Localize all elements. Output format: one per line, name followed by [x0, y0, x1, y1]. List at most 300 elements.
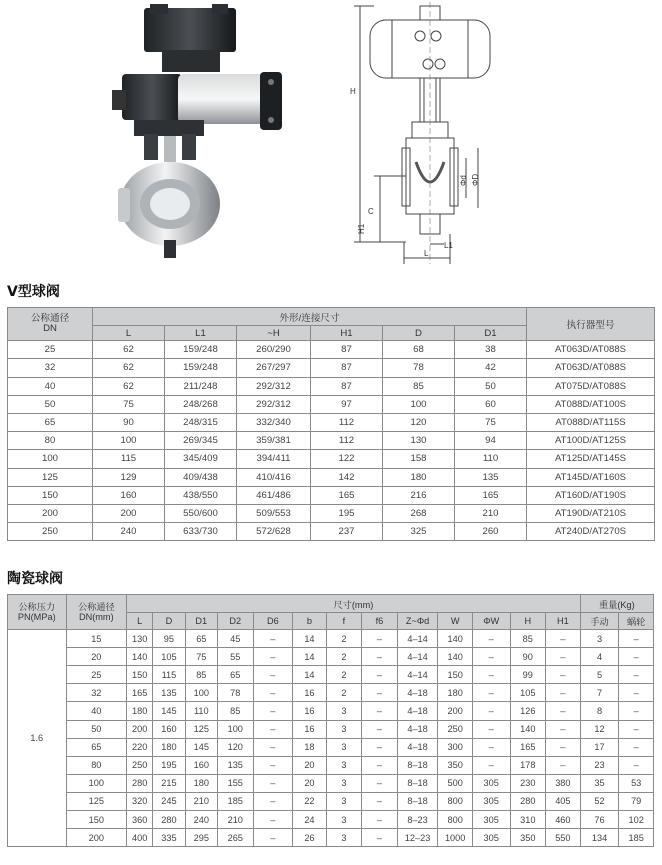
- table-cell: 8–18: [397, 756, 438, 774]
- table-cell: 130: [383, 432, 455, 450]
- table-cell: 195: [311, 504, 383, 522]
- table-row: [8, 523, 655, 541]
- table-cell: 102: [619, 811, 654, 829]
- table-cell: 85: [218, 702, 254, 720]
- table-cell: 100: [383, 395, 455, 413]
- table-cell: 165: [311, 486, 383, 504]
- table-cell: 140: [438, 630, 472, 648]
- table-row: [8, 432, 655, 450]
- table-cell: 320: [127, 792, 153, 810]
- table-cell: –: [472, 702, 510, 720]
- table-cell: –: [362, 738, 398, 756]
- table-cell: 292/312: [237, 377, 311, 395]
- table-cell: –: [362, 792, 398, 810]
- section-title-v-ball-valve: V型球阀: [7, 284, 60, 300]
- table-row: [8, 504, 655, 522]
- table-cell: 4–14: [397, 648, 438, 666]
- header-pn: 公称压力 PN(MPa): [8, 595, 67, 630]
- table-cell: 185: [218, 792, 254, 810]
- table-cell: 135: [218, 756, 254, 774]
- table-cell: 216: [383, 486, 455, 504]
- table-cell: 250: [127, 756, 153, 774]
- table-cell: 135: [153, 684, 185, 702]
- table-cell: –: [472, 720, 510, 738]
- table-cell: 178: [510, 756, 546, 774]
- table-row: [8, 468, 655, 486]
- column-header: L1: [165, 326, 237, 341]
- table-cell: 3: [326, 829, 362, 847]
- table-cell: 8–23: [397, 811, 438, 829]
- table-cell: 3: [326, 756, 362, 774]
- table-cell: 250: [438, 720, 472, 738]
- table-cell: 100: [218, 720, 254, 738]
- table-cell: 90: [510, 648, 546, 666]
- table-cell: 260: [455, 523, 527, 541]
- table-cell: 12: [580, 720, 619, 738]
- table-cell: 409/438: [165, 468, 237, 486]
- table-cell: –: [619, 702, 654, 720]
- table-cell: 2: [326, 648, 362, 666]
- table-cell: 100: [185, 684, 217, 702]
- header-dimensions-mm: 尺寸(mm): [127, 595, 581, 613]
- table-cell: 4: [580, 648, 619, 666]
- table-row: [8, 395, 655, 413]
- column-header: W: [438, 613, 472, 630]
- table-cell: 200: [8, 504, 93, 522]
- table-cell: 140: [438, 648, 472, 666]
- table-cell: –: [362, 630, 398, 648]
- table-cell: AT100D/AT125S: [527, 432, 655, 450]
- table-cell: 572/628: [237, 523, 311, 541]
- table-cell: 85: [510, 630, 546, 648]
- table-cell: 305: [472, 774, 510, 792]
- table-cell: 75: [93, 395, 165, 413]
- table-cell: 4–14: [397, 630, 438, 648]
- table-cell: 250: [8, 523, 93, 541]
- table-cell: 265: [218, 829, 254, 847]
- table-cell: 150: [8, 486, 93, 504]
- table-cell: 62: [93, 359, 165, 377]
- table-cell: AT145D/AT160S: [527, 468, 655, 486]
- column-header: H1: [546, 613, 581, 630]
- table-cell: 240: [185, 811, 217, 829]
- table-row: [8, 829, 654, 847]
- table-cell: 80: [66, 756, 127, 774]
- table-cell: 150: [66, 811, 127, 829]
- table-cell: 210: [455, 504, 527, 522]
- table-cell: 300: [438, 738, 472, 756]
- table-cell: –: [362, 702, 398, 720]
- column-header: 蜗轮: [619, 613, 654, 630]
- table-cell: –: [619, 738, 654, 756]
- table-cell: 350: [438, 756, 472, 774]
- table-cell: 16: [293, 702, 326, 720]
- column-header: H1: [311, 326, 383, 341]
- table-cell: 550/600: [165, 504, 237, 522]
- table-cell: 248/268: [165, 395, 237, 413]
- table-row: [8, 666, 654, 684]
- table-cell: 292/312: [237, 395, 311, 413]
- table-cell: 245: [153, 792, 185, 810]
- column-header: L: [93, 326, 165, 341]
- table-cell: 120: [218, 738, 254, 756]
- table-cell: –: [253, 774, 293, 792]
- table-cell: –: [362, 720, 398, 738]
- table-cell: AT075D/AT088S: [527, 377, 655, 395]
- table-cell: –: [546, 648, 581, 666]
- table-cell: –: [546, 720, 581, 738]
- section-title-ceramic-ball-valve: 陶瓷球阀: [7, 571, 63, 587]
- table-cell: 200: [127, 720, 153, 738]
- table-cell: 350: [510, 829, 546, 847]
- table-cell: –: [546, 738, 581, 756]
- table-cell: –: [253, 630, 293, 648]
- table-cell: 68: [383, 341, 455, 359]
- table-cell: 105: [510, 684, 546, 702]
- table-cell: 17: [580, 738, 619, 756]
- table-cell: 185: [619, 829, 654, 847]
- table-cell: 129: [93, 468, 165, 486]
- table-cell: 45: [218, 630, 254, 648]
- table-cell: 180: [185, 774, 217, 792]
- header-dimensions: 外形/连接尺寸: [93, 308, 527, 326]
- table-cell: 305: [472, 792, 510, 810]
- table-cell: 79: [619, 792, 654, 810]
- table-cell: 125: [185, 720, 217, 738]
- column-header: Z~Φd: [397, 613, 438, 630]
- table-cell: 142: [311, 468, 383, 486]
- table-cell: 180: [127, 702, 153, 720]
- table-cell: 295: [185, 829, 217, 847]
- header-weight: 重量(Kg): [580, 595, 653, 613]
- column-header: H: [510, 613, 546, 630]
- table-cell: 1000: [438, 829, 472, 847]
- table-cell: 3: [326, 792, 362, 810]
- table-cell: 135: [455, 468, 527, 486]
- table-cell: 461/486: [237, 486, 311, 504]
- table-cell: 211/248: [165, 377, 237, 395]
- table-cell: 160: [153, 720, 185, 738]
- table-cell: –: [253, 684, 293, 702]
- table-cell: 237: [311, 523, 383, 541]
- table-cell: 55: [218, 648, 254, 666]
- table-cell: 20: [293, 774, 326, 792]
- table-row: [8, 684, 654, 702]
- table-cell: 260/290: [237, 341, 311, 359]
- table-cell: 23: [580, 756, 619, 774]
- table-cell: 8: [580, 702, 619, 720]
- table-cell: 159/248: [165, 359, 237, 377]
- v-ball-valve-table: [7, 307, 655, 541]
- table-cell: 16: [293, 720, 326, 738]
- table-cell: –: [253, 792, 293, 810]
- table-cell: 95: [153, 630, 185, 648]
- table-cell: 200: [66, 829, 127, 847]
- table-cell: 35: [580, 774, 619, 792]
- dim-label-h: H: [350, 87, 356, 96]
- table-cell: 25: [66, 666, 127, 684]
- table-cell: 85: [383, 377, 455, 395]
- column-header: f: [326, 613, 362, 630]
- table-cell: 325: [383, 523, 455, 541]
- table-row: [8, 413, 655, 431]
- table-row: [8, 359, 655, 377]
- table-cell: 65: [185, 630, 217, 648]
- table-cell: AT088D/AT115S: [527, 413, 655, 431]
- table-cell: 65: [66, 738, 127, 756]
- valve-product-photo: [100, 2, 318, 264]
- table-cell: 165: [510, 738, 546, 756]
- table-cell: –: [546, 702, 581, 720]
- table-row: [8, 774, 654, 792]
- table-cell: 38: [455, 341, 527, 359]
- table-cell: –: [253, 666, 293, 684]
- table-cell: 65: [218, 666, 254, 684]
- table-cell: 110: [185, 702, 217, 720]
- table-cell: –: [253, 738, 293, 756]
- table-cell: 359/381: [237, 432, 311, 450]
- column-header: ΦW: [472, 613, 510, 630]
- table-cell: 2: [326, 666, 362, 684]
- table-cell: 52: [580, 792, 619, 810]
- table-cell: –: [472, 684, 510, 702]
- table-cell: –: [362, 756, 398, 774]
- table-cell: 410/416: [237, 468, 311, 486]
- header-dn-mm: 公称通径 DN(mm): [66, 595, 127, 630]
- table-cell: 14: [293, 648, 326, 666]
- table-cell: 4–18: [397, 720, 438, 738]
- table-cell: 18: [293, 738, 326, 756]
- table-cell: 87: [311, 341, 383, 359]
- table-cell: 345/409: [165, 450, 237, 468]
- table-cell: 76: [580, 811, 619, 829]
- table-cell: 75: [185, 648, 217, 666]
- table-cell: 145: [185, 738, 217, 756]
- table-cell: 150: [438, 666, 472, 684]
- table-cell: 2: [326, 684, 362, 702]
- table-cell: AT190D/AT210S: [527, 504, 655, 522]
- table-row: [8, 811, 654, 829]
- table-cell: 14: [293, 666, 326, 684]
- table-cell: 75: [455, 413, 527, 431]
- table-cell: 32: [66, 684, 127, 702]
- table-row: [8, 648, 654, 666]
- table-cell: 159/248: [165, 341, 237, 359]
- table-cell: 800: [438, 792, 472, 810]
- table-cell: 5: [580, 666, 619, 684]
- table-cell: –: [362, 774, 398, 792]
- table-cell: 394/411: [237, 450, 311, 468]
- table-cell: 50: [455, 377, 527, 395]
- table-cell: 100: [66, 774, 127, 792]
- table-cell: 360: [127, 811, 153, 829]
- table-cell: 60: [455, 395, 527, 413]
- table-cell: 22: [293, 792, 326, 810]
- table-cell: –: [619, 684, 654, 702]
- table-cell: 99: [510, 666, 546, 684]
- table-cell: 80: [8, 432, 93, 450]
- table-cell: 78: [218, 684, 254, 702]
- column-header: D6: [253, 613, 293, 630]
- table-cell: 3: [326, 720, 362, 738]
- table-cell: 460: [546, 811, 581, 829]
- table-cell: 240: [93, 523, 165, 541]
- table-cell: 2: [326, 630, 362, 648]
- table-cell: 332/340: [237, 413, 311, 431]
- table-cell: 158: [383, 450, 455, 468]
- table-cell: 78: [383, 359, 455, 377]
- header-dn: 公称通径 DN: [8, 308, 93, 341]
- table-cell: 20: [293, 756, 326, 774]
- pn-cell: 1.6: [8, 630, 67, 847]
- table-cell: 87: [311, 359, 383, 377]
- dim-label-phi-d: Φd: [459, 175, 468, 186]
- table-cell: 8–18: [397, 774, 438, 792]
- table-cell: 160: [185, 756, 217, 774]
- table-cell: 180: [383, 468, 455, 486]
- table-cell: 97: [311, 395, 383, 413]
- table-cell: –: [619, 630, 654, 648]
- column-header: ~H: [237, 326, 311, 341]
- table-cell: 145: [153, 702, 185, 720]
- table-cell: 125: [66, 792, 127, 810]
- table-cell: –: [362, 829, 398, 847]
- table-row: [8, 486, 655, 504]
- valve-dimension-drawing: [340, 2, 520, 267]
- table-cell: 405: [546, 792, 581, 810]
- table-row: [8, 377, 655, 395]
- table-cell: 155: [218, 774, 254, 792]
- table-cell: 305: [472, 811, 510, 829]
- table-cell: 126: [510, 702, 546, 720]
- table-cell: 500: [438, 774, 472, 792]
- table-cell: 20: [66, 648, 127, 666]
- table-cell: –: [253, 648, 293, 666]
- table-cell: 15: [66, 630, 127, 648]
- table-cell: –: [472, 630, 510, 648]
- table-row: [8, 720, 654, 738]
- table-cell: –: [253, 702, 293, 720]
- table-cell: –: [546, 666, 581, 684]
- table-cell: 180: [153, 738, 185, 756]
- table-cell: 269/345: [165, 432, 237, 450]
- table-cell: 85: [185, 666, 217, 684]
- table-cell: –: [472, 666, 510, 684]
- dim-label-l: L: [424, 249, 429, 258]
- table-cell: 3: [326, 774, 362, 792]
- table-cell: 248/315: [165, 413, 237, 431]
- table-cell: 200: [438, 702, 472, 720]
- table-cell: 16: [293, 684, 326, 702]
- table-cell: –: [546, 756, 581, 774]
- table-cell: 90: [93, 413, 165, 431]
- table-row: [8, 702, 654, 720]
- table-cell: 65: [8, 413, 93, 431]
- table-cell: 180: [438, 684, 472, 702]
- column-header: b: [293, 613, 326, 630]
- table-cell: –: [619, 648, 654, 666]
- table-cell: 100: [8, 450, 93, 468]
- table-cell: 115: [153, 666, 185, 684]
- dim-label-h1: H1: [357, 223, 366, 234]
- table-cell: 3: [326, 811, 362, 829]
- table-cell: 100: [93, 432, 165, 450]
- table-cell: 800: [438, 811, 472, 829]
- table-cell: 195: [153, 756, 185, 774]
- table-cell: 4–18: [397, 684, 438, 702]
- column-header: D: [153, 613, 185, 630]
- column-header: D1: [455, 326, 527, 341]
- table-cell: –: [472, 648, 510, 666]
- table-cell: –: [546, 630, 581, 648]
- table-cell: 8–18: [397, 792, 438, 810]
- table-cell: 3: [326, 702, 362, 720]
- table-cell: 40: [66, 702, 127, 720]
- table-cell: AT063D/AT088S: [527, 359, 655, 377]
- table-cell: 25: [8, 341, 93, 359]
- table-cell: 14: [293, 630, 326, 648]
- table-cell: 4–14: [397, 666, 438, 684]
- table-row: [8, 792, 654, 810]
- table-cell: 94: [455, 432, 527, 450]
- table-row: [8, 450, 655, 468]
- table-cell: 335: [153, 829, 185, 847]
- table-cell: AT125D/AT145S: [527, 450, 655, 468]
- table-cell: 3: [326, 738, 362, 756]
- ceramic-ball-valve-table: [7, 594, 654, 847]
- column-header: D: [383, 326, 455, 341]
- dim-label-c: C: [368, 207, 374, 216]
- table-cell: 280: [510, 792, 546, 810]
- column-header: L: [127, 613, 153, 630]
- table-cell: 12–23: [397, 829, 438, 847]
- table-cell: 210: [218, 811, 254, 829]
- table-cell: AT160D/AT190S: [527, 486, 655, 504]
- column-header: f6: [362, 613, 398, 630]
- table-cell: 62: [93, 377, 165, 395]
- header-actuator: 执行器型号: [527, 308, 655, 341]
- table-cell: 24: [293, 811, 326, 829]
- table-cell: 140: [127, 648, 153, 666]
- table-cell: 268: [383, 504, 455, 522]
- table-cell: 53: [619, 774, 654, 792]
- table-cell: 267/297: [237, 359, 311, 377]
- table-cell: –: [362, 648, 398, 666]
- column-header: 手动: [580, 613, 619, 630]
- table-row: [8, 756, 654, 774]
- table-cell: 220: [127, 738, 153, 756]
- table-cell: 105: [153, 648, 185, 666]
- table-cell: 400: [127, 829, 153, 847]
- table-cell: 3: [580, 630, 619, 648]
- table-cell: 122: [311, 450, 383, 468]
- table-cell: –: [546, 684, 581, 702]
- table-cell: –: [362, 811, 398, 829]
- table-cell: –: [253, 720, 293, 738]
- table-cell: –: [619, 666, 654, 684]
- table-cell: AT088D/AT100S: [527, 395, 655, 413]
- table-cell: 112: [311, 432, 383, 450]
- table-cell: 50: [8, 395, 93, 413]
- table-cell: 26: [293, 829, 326, 847]
- table-cell: 200: [93, 504, 165, 522]
- dim-label-phi-big-d: ΦD: [471, 173, 480, 186]
- table-cell: AT240D/AT270S: [527, 523, 655, 541]
- table-cell: 50: [66, 720, 127, 738]
- table-cell: –: [472, 756, 510, 774]
- table-cell: –: [253, 756, 293, 774]
- table-cell: 130: [127, 630, 153, 648]
